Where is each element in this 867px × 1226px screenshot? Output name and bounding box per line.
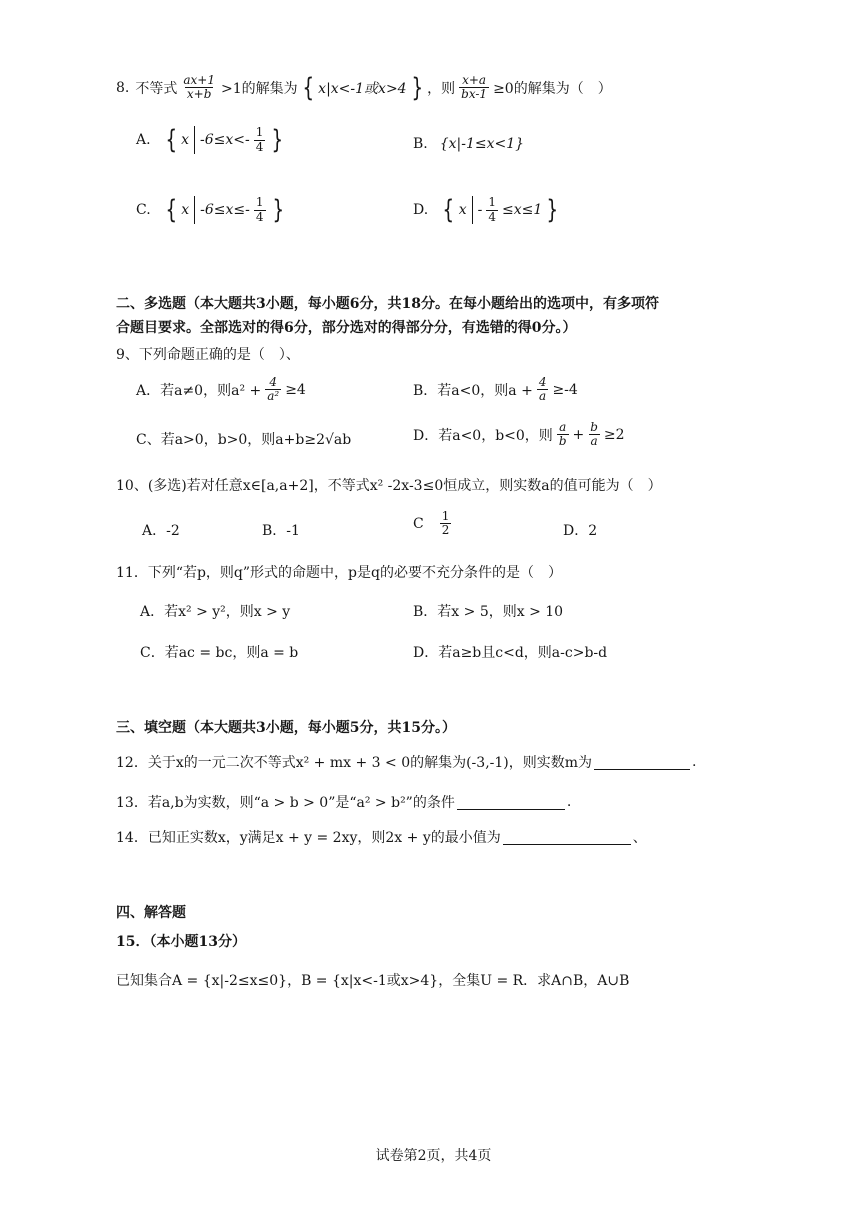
q12-end: . — [692, 754, 697, 770]
section-2-line-2: 合题目要求。全部选对的得6分，部分选对的得部分分，有选错的得0分。） — [116, 320, 577, 336]
q8-option-d-fraction — [486, 196, 498, 223]
q8-option-c-cond: -6≤x≤- — [200, 202, 250, 218]
q9-option-d-fraction-2-num: b — [590, 420, 598, 434]
q14-answer-blank[interactable] — [503, 830, 631, 845]
q8-option-d-fraction-den: 4 — [488, 209, 497, 224]
q8-option-a-label: A. — [136, 132, 151, 148]
q9-option-d-text: D．若a<0，b<0，则 — [413, 427, 553, 444]
q9-option-d-fraction-2 — [588, 421, 600, 448]
q8-option-c-label: C. — [136, 202, 151, 218]
q8-set-1: x|x<-1或x>4 — [318, 80, 407, 97]
brace-open: { — [302, 72, 314, 103]
q8-option-b — [413, 136, 524, 152]
q8-fraction-1 — [181, 74, 217, 101]
q9-option-a — [136, 376, 306, 403]
q8-option-d-cond-a: - — [477, 202, 483, 218]
q12 — [116, 752, 696, 772]
q9-option-b-text: B．若a<0，则a + — [413, 382, 533, 399]
q11-option-d: D．若a≥b且c<d，则a-c>b-d — [413, 645, 608, 661]
q9-option-a-fraction — [265, 376, 281, 403]
q8-option-a-fraction — [254, 126, 266, 153]
q9-option-c: C、若a>0，b>0，则a+b≥2√ab — [136, 432, 352, 448]
page-footer: 试卷第2页，共4页 — [375, 1148, 492, 1164]
q9-option-b — [413, 376, 578, 403]
q14-text: 14．已知正实数x，y满足x + y = 2xy，则2x + y的最小值为 — [116, 830, 501, 846]
brace-close: } — [546, 195, 559, 225]
q8-option-d-fraction-num: 1 — [488, 195, 497, 210]
q10-option-d: D．2 — [563, 523, 598, 539]
q9-option-d-plus: + — [572, 426, 585, 443]
q8-number: 8. — [116, 79, 130, 96]
q10-option-a: A．-2 — [142, 523, 180, 539]
q9-option-d — [413, 421, 625, 448]
q9-option-d-fraction-1-num: a — [559, 420, 567, 434]
q8-option-c — [136, 196, 286, 224]
brace-close: } — [271, 125, 284, 155]
q9-option-a-fraction-den: a² — [267, 389, 280, 404]
q8-option-d-cond-b: ≤x≤1 — [502, 202, 543, 218]
q8-option-d — [413, 196, 561, 224]
q8-option-c-fraction-den: 4 — [255, 209, 264, 224]
section-4-title: 四、解答题 — [116, 905, 186, 921]
section-2-line-1: 二、多选题（本大题共3小题，每小题6分，共18分。在每小题给出的选项中，有多项符 — [116, 296, 659, 312]
q9-option-a-text: A．若a≠0，则a² + — [136, 382, 262, 399]
q8-option-c-fraction — [254, 196, 266, 223]
q9-option-b-fraction-den: a — [539, 389, 547, 404]
q8-option-d-label: D. — [413, 202, 429, 218]
brace-open: { — [442, 195, 455, 225]
section-3-title: 三、填空题（本大题共3小题，每小题5分，共15分。） — [116, 720, 456, 736]
q9-option-d-fraction-1 — [557, 421, 569, 448]
q8-fraction-1-den: x+b — [186, 87, 212, 102]
set-divider — [194, 196, 195, 224]
q10-option-b: B．-1 — [262, 523, 300, 539]
q10-option-c — [413, 510, 453, 537]
q11-option-c: C．若ac = bc，则a = b — [140, 645, 299, 661]
q11-option-b: B．若x > 5，则x > 10 — [413, 604, 564, 620]
q13 — [116, 792, 571, 812]
q8-option-c-var: x — [181, 202, 190, 218]
q8-text-4: ≥0的解集为（ ） — [493, 80, 612, 97]
q14 — [116, 827, 647, 847]
q9-option-a-tail: ≥4 — [285, 381, 306, 398]
q9-option-d-fraction-1-den: b — [558, 434, 567, 449]
q8-option-a-var: x — [181, 132, 190, 148]
q10-option-c-fraction — [440, 510, 452, 537]
q8-text-2: >1的解集为 — [220, 80, 298, 97]
q9-option-b-fraction — [537, 376, 549, 403]
q9-option-d-tail: ≥2 — [603, 426, 625, 443]
q8-text-3: ，则 — [427, 80, 456, 97]
q8-fraction-1-num: ax+1 — [183, 73, 215, 87]
set-divider — [472, 196, 473, 224]
brace-open: { — [165, 125, 177, 155]
q8-option-a — [136, 126, 286, 154]
q8-stem — [116, 74, 612, 101]
q11-stem: 11．下列“若p，则q”形式的命题中，p是q的必要不充分条件的是（ ） — [116, 565, 562, 581]
q13-end: . — [566, 794, 572, 810]
q10-stem: 10、(多选)若对任意x∈[a,a+2]，不等式x² -2x-3≤0恒成立，则实数a的值可能为（ ） — [116, 478, 662, 494]
q14-end: 、 — [632, 830, 647, 846]
q8-option-a-fraction-num: 1 — [255, 125, 264, 140]
q8-option-c-fraction-num: 1 — [255, 195, 264, 210]
q9-option-b-fraction-num: 4 — [538, 375, 547, 389]
q10-option-c-fraction-den: 2 — [441, 523, 450, 538]
brace-close: } — [271, 195, 284, 225]
q12-text: 12．关于x的一元二次不等式x² + mx + 3 < 0的解集为(-3,-1)，则实数m为 — [116, 755, 593, 771]
q8-option-d-var: x — [458, 202, 467, 218]
q8-fraction-2-num: x+a — [462, 73, 487, 87]
q15-heading: 15．（本小题13分） — [116, 934, 246, 950]
q13-answer-blank[interactable] — [457, 795, 565, 810]
brace-open: { — [165, 195, 177, 225]
q8-option-a-cond: -6≤x<- — [200, 132, 250, 148]
q9-option-d-fraction-2-den: a — [590, 434, 598, 449]
q9-option-a-fraction-num: 4 — [269, 375, 278, 389]
q8-fraction-2-den: bx-1 — [461, 87, 488, 102]
brace-close: } — [411, 72, 423, 103]
q9-option-b-tail: ≥-4 — [552, 381, 578, 398]
q12-answer-blank[interactable] — [594, 755, 690, 770]
q11-option-a: A．若x² > y²，则x > y — [140, 604, 291, 620]
q10-option-c-label: C — [413, 515, 424, 532]
q9-stem: 9、下列命题正确的是（ ）、 — [116, 347, 300, 363]
q8-option-b-text: {x|-1≤x<1} — [439, 136, 525, 152]
q10-option-c-fraction-num: 1 — [441, 509, 450, 523]
q13-text: 13．若a,b为实数，则“a > b > 0”是“a² > b²”的条件 — [116, 795, 455, 811]
q8-option-b-label: B. — [413, 136, 428, 152]
q8-text-1: 不等式 — [135, 80, 178, 97]
set-divider — [194, 126, 195, 154]
q8-option-a-fraction-den: 4 — [255, 139, 264, 154]
q8-fraction-2 — [459, 74, 489, 101]
q15-body: 已知集合A = {x|-2≤x≤0}，B = {x|x<-1或x>4}，全集U = R．求A∩B，A∪B — [116, 973, 630, 989]
